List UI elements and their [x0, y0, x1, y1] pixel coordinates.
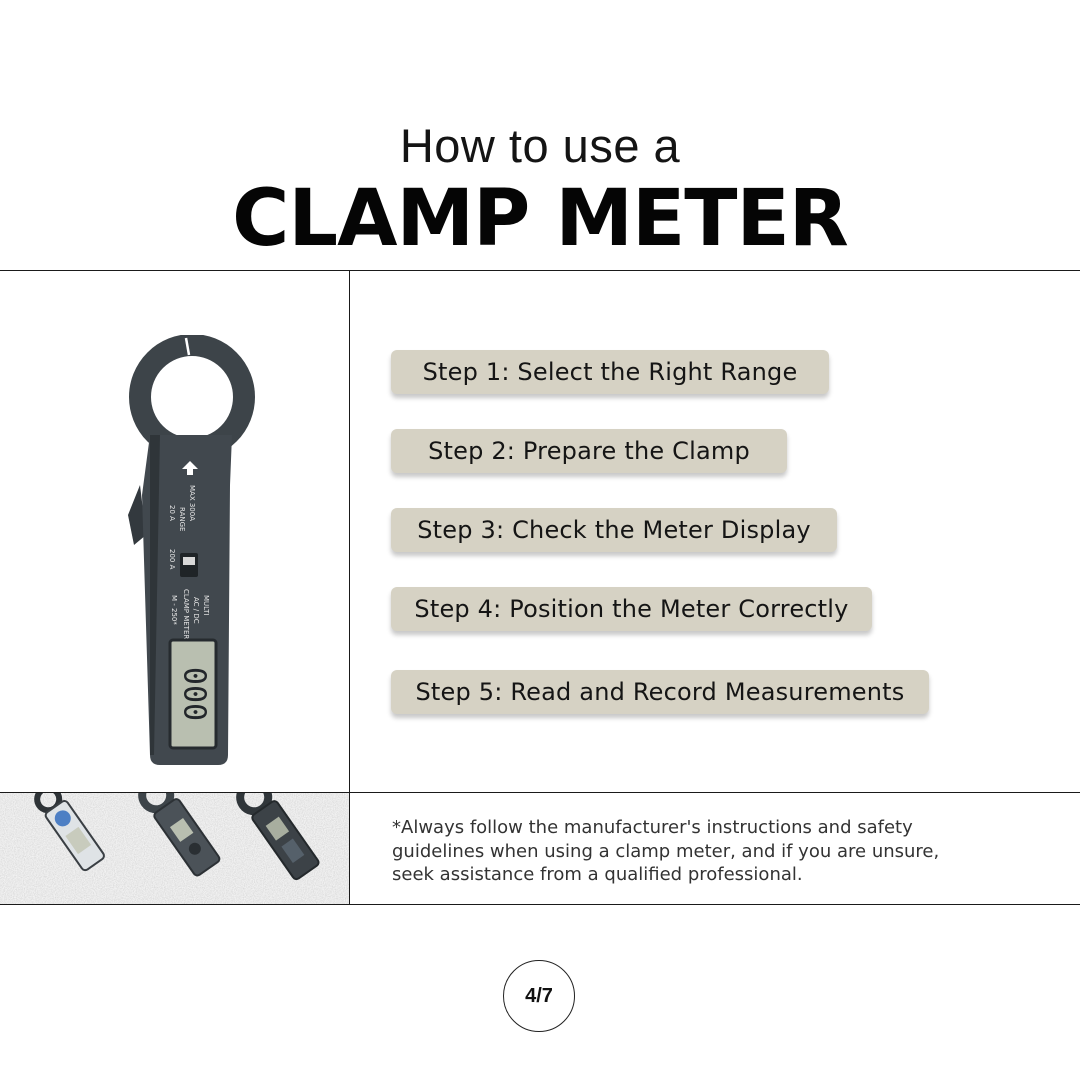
safety-note — [392, 816, 1012, 887]
divider-bottom — [0, 904, 1080, 905]
page-title: CLAMP METER — [232, 174, 848, 264]
clamp-meter-illustration-icon — [120, 335, 270, 775]
page-subtitle: How to use a — [399, 119, 681, 172]
safety-note-line-3: seek assistance from a qualified professional. — [392, 864, 803, 885]
meter-range-200: 200 A — [168, 549, 176, 570]
safety-note-line-2: guidelines when using a clamp meter, and if you are unsure, — [392, 840, 940, 862]
step-3: Step 3: Check the Meter Display — [391, 508, 837, 552]
meter-range-20: 20 A — [168, 505, 176, 521]
meter-display-value: 000 — [176, 666, 212, 722]
divider-vertical — [349, 270, 350, 904]
safety-note-line-1: *Always follow the manufacturer's instructions and safety — [392, 817, 913, 838]
meter-range-label: RANGE — [178, 507, 186, 532]
meter-max-label: MAX 300A — [188, 485, 196, 521]
divider-top — [0, 270, 1080, 271]
meter-acdc: AC / DC — [192, 597, 200, 624]
meter-model: M - 250* — [170, 595, 178, 625]
step-4: Step 4: Position the Meter Correctly — [391, 587, 872, 631]
meter-brand: MULTI — [202, 595, 210, 616]
step-5: Step 5: Read and Record Measurements — [391, 670, 929, 714]
page-indicator: 4/7 — [503, 960, 575, 1032]
product-thumbnails — [0, 793, 349, 904]
step-2: Step 2: Prepare the Clamp — [391, 429, 787, 473]
meter-type: CLAMP METER — [182, 589, 190, 640]
step-1: Step 1: Select the Right Range — [391, 350, 829, 394]
